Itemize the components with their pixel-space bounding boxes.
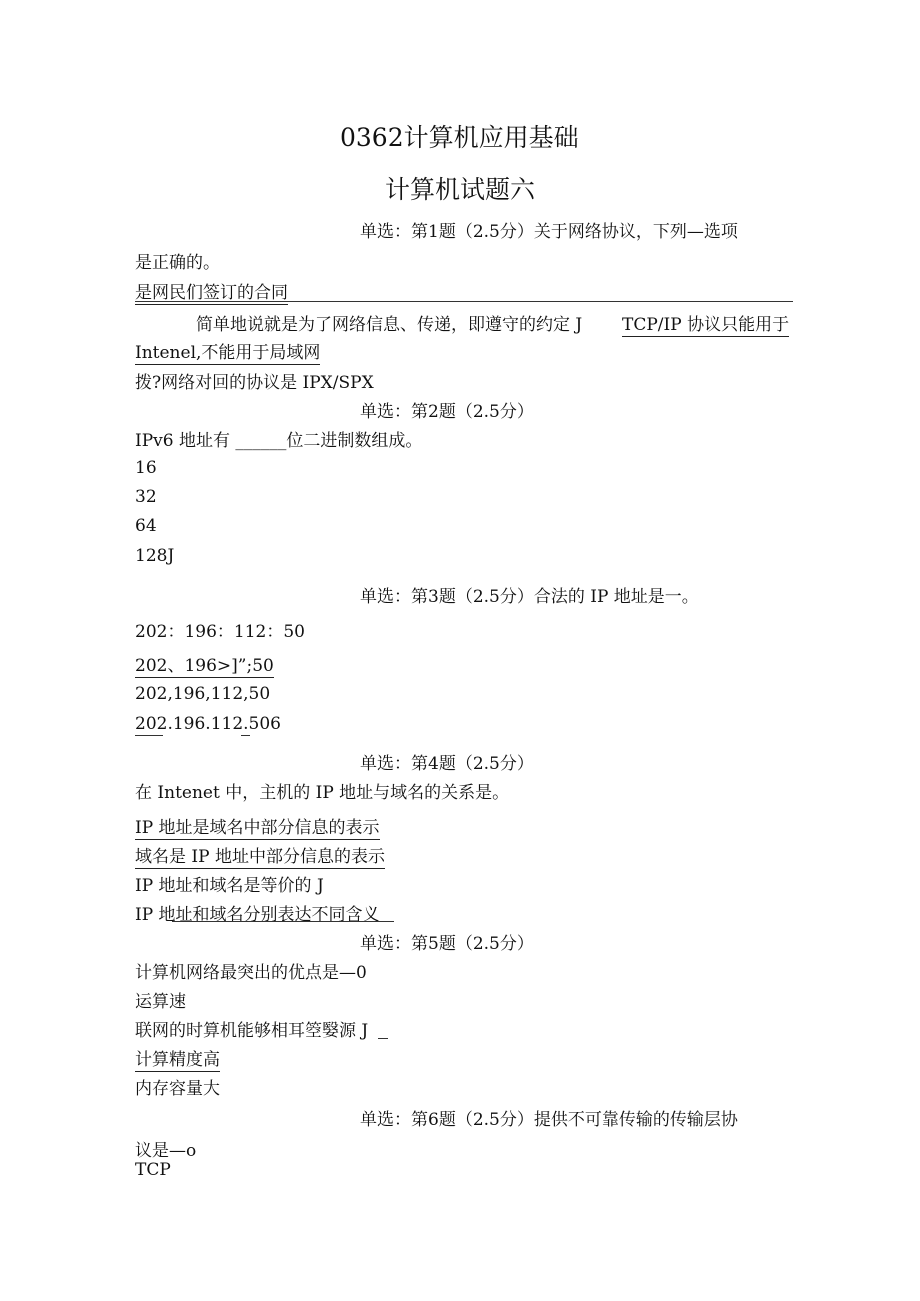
doc-title: 0362计算机应用基础	[340, 123, 579, 152]
question-2-option-d: 128J	[135, 546, 175, 566]
question-1-option-c-cont: Intenel,不能用于局域网	[135, 338, 320, 365]
question-1-header-cont: 是正确的。	[135, 253, 220, 273]
doc-subtitle: 计算机试题六	[385, 175, 536, 204]
option-underline	[135, 735, 163, 736]
question-5-header: 单选：第5题（2.5分）	[360, 934, 534, 954]
question-5-option-a: 运算速	[135, 992, 186, 1012]
question-2-option-b: 32	[135, 487, 157, 507]
question-4-stem: 在 Intenet 中，主机的 IP 地址与域名的关系是。	[135, 783, 510, 803]
question-3-option-c: 202,196,112,50	[135, 684, 271, 704]
question-3-header: 单选：第3题（2.5分）合法的 IP 地址是一。	[360, 587, 699, 607]
question-6-option-a: TCP	[135, 1160, 171, 1180]
question-5-stem: 计算机网络最突出的优点是—0	[135, 963, 367, 983]
question-5-option-d: 内存容量大	[135, 1079, 220, 1099]
divider-line	[135, 301, 793, 302]
option-underline	[172, 921, 394, 922]
question-1-option-d: 拨?网络对回的协议是 IPX/SPX	[135, 373, 374, 393]
question-4-option-c: IP 地址和域名是等价的 J	[135, 876, 324, 896]
option-underline	[241, 735, 250, 736]
question-5-option-b: 联网的时算机能够相耳箜嫛源 J	[135, 1021, 369, 1041]
question-3-option-a: 202：196：112：50	[135, 622, 305, 642]
question-1-header: 单选：第1题（2.5分）关于网络协议，下列—选项	[360, 222, 738, 242]
question-6-header: 单选：第6题（2.5分）提供不可靠传输的传输层协	[360, 1110, 738, 1130]
question-1-option-b: 简单地说就是为了网络信息、传递，即遵守的约定 J	[196, 315, 583, 335]
question-5-option-c: 计算精度高	[135, 1045, 220, 1072]
question-4-option-b: 域名是 IP 地址中部分信息的表示	[135, 842, 385, 869]
question-2-option-c: 64	[135, 516, 157, 536]
question-4-option-a: IP 地址是域名中部分信息的表示	[135, 813, 380, 840]
option-underline	[378, 1038, 388, 1039]
question-1-option-a: 是网民们签订的合同	[135, 278, 288, 305]
question-4-header: 单选：第4题（2.5分）	[360, 754, 534, 774]
question-2-stem: IPv6 地址有 ______位二进制数组成。	[135, 431, 423, 451]
question-2-header: 单选：第2题（2.5分）	[360, 402, 534, 422]
question-6-header-cont: 议是—o	[135, 1141, 197, 1161]
question-4-option-d: IP 地址和域名分别表达不同含义	[135, 905, 380, 925]
question-2-option-a: 16	[135, 458, 157, 478]
question-3-option-b: 202、196>]”;50	[135, 651, 274, 678]
question-3-option-d: 202.196.112.506	[135, 714, 282, 734]
question-1-option-c: TCP/IP 协议只能用于	[622, 310, 789, 337]
